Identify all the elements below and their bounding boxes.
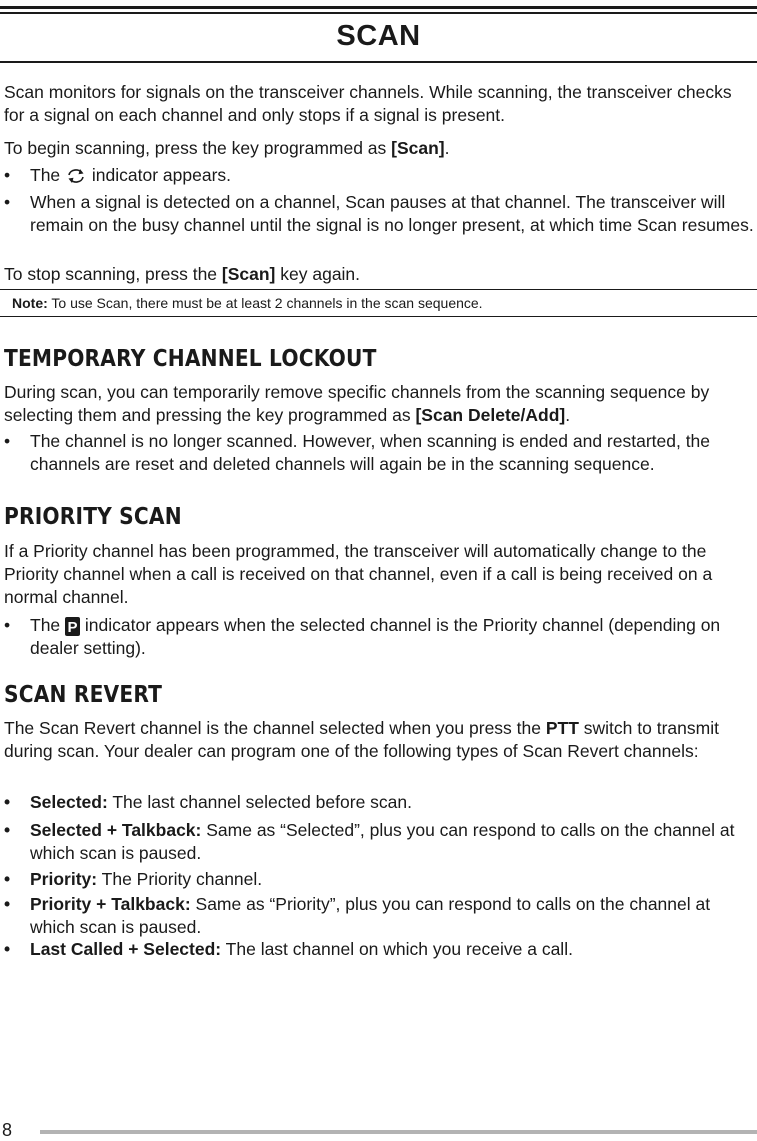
heading-temporary-lockout: TEMPORARY CHANNEL LOCKOUT <box>4 344 377 372</box>
heading-scan-revert: SCAN REVERT <box>4 680 163 708</box>
heading-priority-scan: PRIORITY SCAN <box>4 502 182 530</box>
scan-note: Note: To use Scan, there must be at least 2 channels in the scan sequence. <box>12 295 483 311</box>
manual-page: SCAN Scan monitors for signals on the transceiver channels. While scanning, the transceiver checks for a signal on each channel and only stops if a signal is present. To begin scanning, press the key programmed as [Scan]. • The indicator appears. • When a signal is detected on a channel, Scan pauses at that channel. The transceiver will remain on the busy channel until the signal is no longer present, at which time Scan resumes. To stop scanning, press the [Scan] key again. Note: To use Scan, there must be at least 2 channels in the scan sequence. TEMPORARY CHANNEL LOCKOUT During scan, you can temporarily remove specific channels from the scanning sequence by selecting them and pressing the key programmed as [Scan Delete/Add]. • The channel is no longer scanned. However, when scanning is ended and restarted, the channels are reset and deleted channels will again be in the scanning sequence. PRIORITY SCAN If a Priority channel has been programmed, the transceiver will automatically change to the Priority channel when a call is received on that channel, even if a call is being received on a normal channel. • The P indicator appears when the selected channel is the Priority channel (depending on dealer setting). SCAN REVERT The Scan Revert channel is the channel selected when you press the PTT switch to transmit during scan. Your dealer can program one of the following types of Scan Revert channels: • Selected: The last channel selected before scan. • Selected + Talkback: Same as “Selected”, plus you can respond to calls on the channel at which scan is paused. • Priority: The Priority channel. • Priority + Talkback: Same as “Priority”, plus you can respond to calls on the channel at which scan is paused. • Last Called + Selected: The last channel on which you receive a call. 8 <box>0 0 757 1141</box>
scan-stop-paragraph: To stop scanning, press the [Scan] key again. <box>4 264 361 284</box>
svg-text:P: P <box>67 618 78 636</box>
scan-intro: Scan monitors for signals on the transceiver channels. While scanning, the transceiver checks for a signal on each channel and only stops if a signal is present. <box>4 82 732 125</box>
page-number: 8 <box>2 1120 13 1140</box>
header-rule-top <box>0 6 757 9</box>
scan-begin-paragraph: To begin scanning, press the key programmed as [Scan]. <box>4 138 450 158</box>
scan-arrows-icon <box>65 167 87 185</box>
scan-note-box <box>0 289 757 317</box>
priority-p-icon <box>65 617 80 636</box>
lockout-paragraph: During scan, you can temporarily remove specific channels from the scanning sequence by selecting them and pressing the key programmed as [Scan Delete/Add]. <box>4 382 710 425</box>
title-underline <box>0 61 757 63</box>
header-rule-second <box>0 12 757 14</box>
priority-paragraph: If a Priority channel has been programmed, the transceiver will automatically change to the Priority channel when a call is received on that channel, even if a call is being received on a normal channel. <box>4 541 713 607</box>
revert-paragraph: The Scan Revert channel is the channel selected when you press the PTT switch to transmit during scan. Your dealer can program one of the following types of Scan Revert channels: <box>4 718 719 761</box>
page-title: SCAN <box>336 20 421 52</box>
footer-bar <box>40 1130 757 1134</box>
